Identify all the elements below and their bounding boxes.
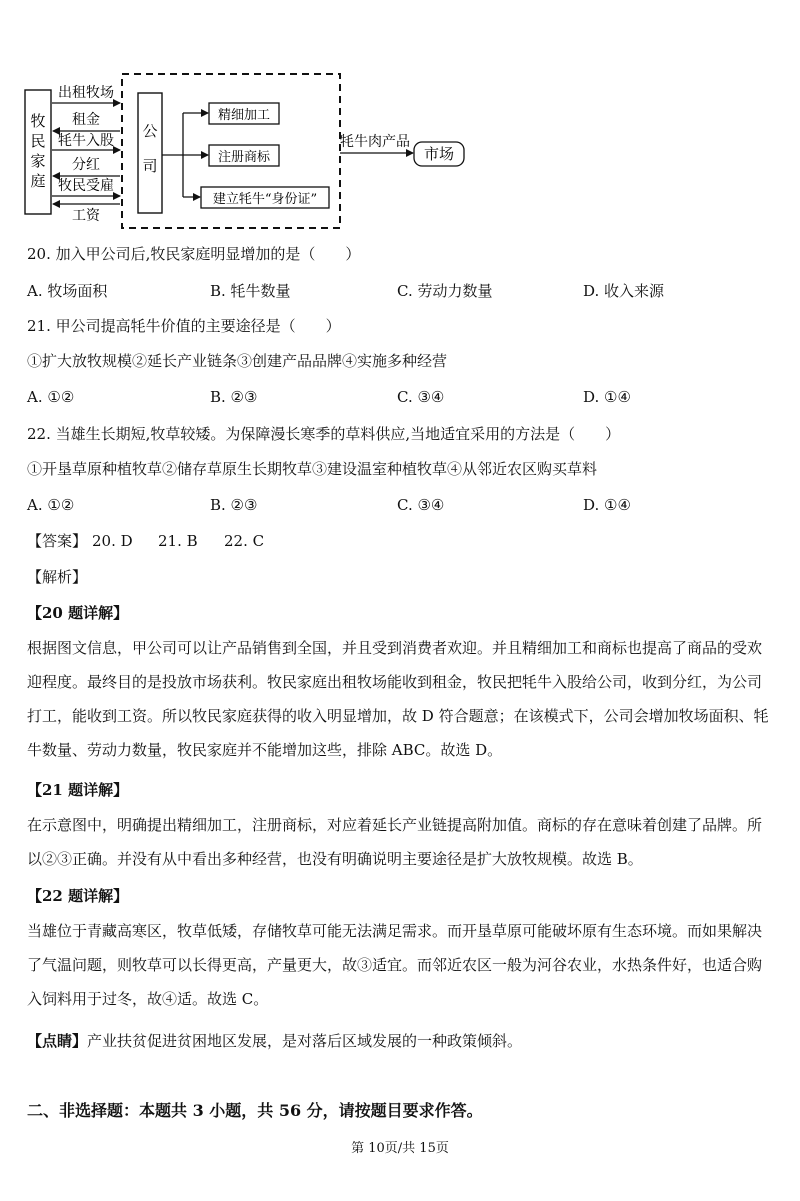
question-21-statements: ①扩大放牧规模②延长产业链条③创建产品品牌④实施多种经营	[27, 352, 448, 370]
question-20-stem: 20. 加入甲公司后,牧民家庭明显增加的是（ ）	[27, 245, 361, 263]
option-c: C. ③④	[397, 388, 445, 406]
flow-label: 牦牛入股	[58, 133, 114, 149]
family-char: 民	[30, 132, 46, 150]
action-label: 注册商标	[217, 150, 271, 165]
option-b: B. ②③	[210, 388, 258, 406]
option-a: A. ①②	[27, 496, 75, 514]
branch-line	[162, 113, 183, 197]
action-label: 建立牦牛“身份证”	[212, 192, 318, 207]
page-footer: 第 10页/共 15页	[351, 1141, 449, 1156]
action-label: 精细加工	[217, 108, 271, 123]
answer-item: 21. B	[158, 532, 198, 550]
comment-text: 产业扶贫促进贫困地区发展，是对落后区域发展的一种政策倾斜。	[87, 1032, 523, 1050]
flow-label: 租金	[72, 112, 100, 128]
question-22-stem: 22. 当雄生长期短,牧草较矮。为保障漫长寒季的草料供应,当地适宜采用的方法是（ ）	[27, 425, 621, 443]
flow-label: 分红	[72, 157, 100, 173]
option-c: C. 劳动力数量	[397, 282, 493, 300]
answer-item: 20. D	[92, 532, 133, 550]
family-char: 家	[30, 152, 46, 170]
detail-20-heading: 【20 题详解】	[27, 604, 129, 622]
detail-21-heading: 【21 题详解】	[27, 781, 129, 799]
section-title: 二、非选择题：本题共 3 小题，共 56 分，请按题目要求作答。	[27, 1101, 483, 1120]
detail-21-text: 在示意图中，明确提出精细加工，注册商标，对应着延长产业链提高附加值。商标的存在意味着创建了品牌。所以②③正确。并没有从中看出多种经营，也没有明确说明主要途径是扩大放牧规模。故选 B。	[27, 816, 763, 868]
comment	[27, 1031, 522, 1051]
option-c: C. ③④	[397, 496, 445, 514]
answer-label: 【答案】	[27, 532, 88, 550]
company-box	[138, 93, 162, 213]
comment-label: 【点睛】	[27, 1032, 88, 1050]
question-21-stem: 21. 甲公司提高牦牛价值的主要途径是（ ）	[27, 317, 341, 335]
flow-label: 出租牧场	[58, 85, 114, 101]
family-char: 庭	[30, 172, 46, 190]
company-char: 公	[142, 122, 158, 140]
family-char: 牧	[30, 112, 46, 130]
flow-label: 牧民受雇	[58, 178, 114, 194]
option-d: D. 收入来源	[583, 282, 665, 300]
detail-20-text: 根据图文信息，甲公司可以让产品销售到全国，并且受到消费者欢迎。并且精细加工和商标也提高了商品的受欢迎程度。最终目的是投放市场获利。牧民家庭出租牧场能收到租金，牧民把牦牛入股给公司，收到分红，为公司打工，能收到工资。所以牧民家庭获得的收入明显增加，故 D 符合题意；在该模式下，公司会增加牧场面积、牦牛数量、劳动力数量，牧民家庭并不能增加这些，排除 ABC。故选 D。	[27, 639, 769, 759]
flow-diagram	[0, 0, 800, 240]
company-char: 司	[142, 157, 158, 175]
option-a: A. ①②	[27, 388, 75, 406]
detail-22-heading: 【22 题详解】	[27, 887, 129, 905]
answer-item: 22. C	[224, 532, 265, 550]
option-d: D. ①④	[583, 388, 631, 406]
option-d: D. ①④	[583, 496, 631, 514]
option-b: B. ②③	[210, 496, 258, 514]
flow-label: 工资	[72, 208, 100, 224]
question-22-statements: ①开垦草原种植牧草②储存草原生长期牧草③建设温室种植牧草④从邻近农区购买草料	[27, 460, 598, 478]
market-label: 市场	[423, 145, 455, 163]
option-b: B. 牦牛数量	[210, 282, 291, 300]
product-label: 牦牛肉产品	[340, 134, 410, 150]
detail-22-text: 当雄位于青藏高寒区，牧草低矮，存储牧草可能无法满足需求。而开垦草原可能破坏原有生态环境。而如果解决了气温问题，则牧草可以长得更高，产量更大，故③适宜。而邻近农区一般为河谷农业，水热条件好，也适合购入饲料用于过冬，故④适。故选 C。	[27, 922, 763, 1008]
option-a: A. 牧场面积	[27, 282, 108, 300]
analysis-label: 【解析】	[27, 568, 88, 586]
